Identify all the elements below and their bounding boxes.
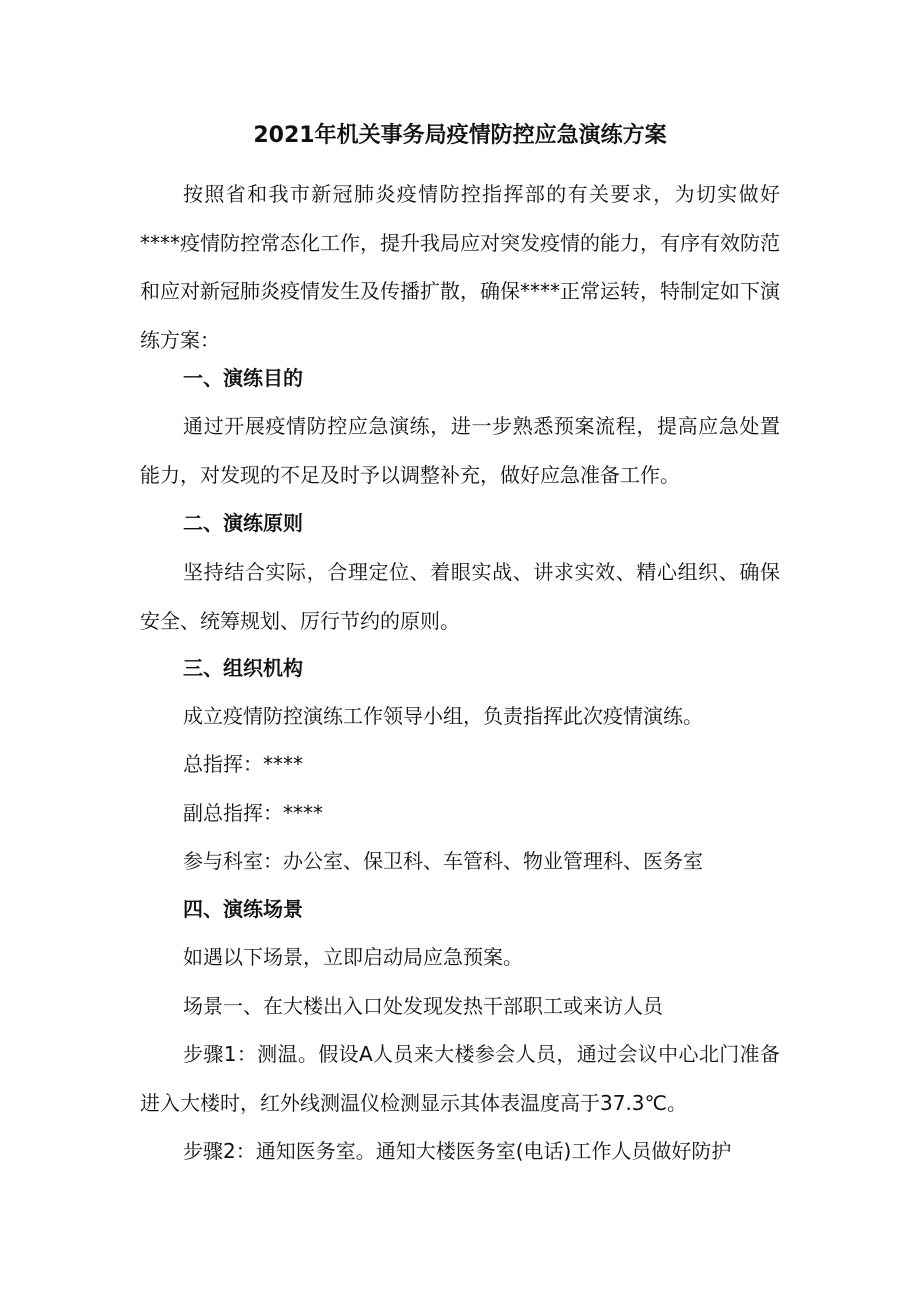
- commander-line: 总指挥：****: [183, 752, 303, 776]
- section-heading-purpose: 一、演练目的: [183, 366, 303, 390]
- step-two-paragraph: 步骤2：通知医务室。通知大楼医务室(电话)工作人员做好防护: [183, 1139, 732, 1163]
- document-title: 2021年机关事务局疫情防控应急演练方案: [253, 123, 667, 148]
- section-heading-scenario: 四、演练场景: [183, 897, 303, 921]
- step-one-paragraph: 步骤1：测温。假设A人员来大楼参会人员，通过会议中心北门准备进入大楼时，红外线测温仪检测显示其体表温度高于37.3℃。: [140, 1042, 780, 1115]
- scenario-one-line: 场景一、在大楼出入口处发现发热干部职工或来访人员: [183, 994, 663, 1018]
- intro-paragraph: 按照省和我市新冠肺炎疫情防控指挥部的有关要求，为切实做好****疫情防控常态化工作，提升我局应对突发疫情的能力，有序有效防范和应对新冠肺炎疫情发生及传播扩散，确保****正常运转，特制定如下演练方案：: [140, 182, 780, 352]
- scenario-intro-line: 如遇以下场景，立即启动局应急预案。: [183, 945, 523, 969]
- departments-line: 参与科室：办公室、保卫科、车管科、物业管理科、医务室: [183, 849, 703, 873]
- section-heading-organization: 三、组织机构: [183, 656, 303, 680]
- section-body-purpose: 通过开展疫情防控应急演练，进一步熟悉预案流程，提高应急处置能力，对发现的不足及时予以调整补充，做好应急准备工作。: [140, 414, 780, 487]
- deputy-commander-line: 副总指挥：****: [183, 801, 323, 825]
- organization-line: 成立疫情防控演练工作领导小组，负责指挥此次疫情演练。: [183, 704, 703, 728]
- section-body-principle: 坚持结合实际，合理定位、着眼实战、讲求实效、精心组织、确保安全、统筹规划、厉行节约的原则。: [140, 560, 780, 633]
- section-heading-principle: 二、演练原则: [183, 511, 303, 535]
